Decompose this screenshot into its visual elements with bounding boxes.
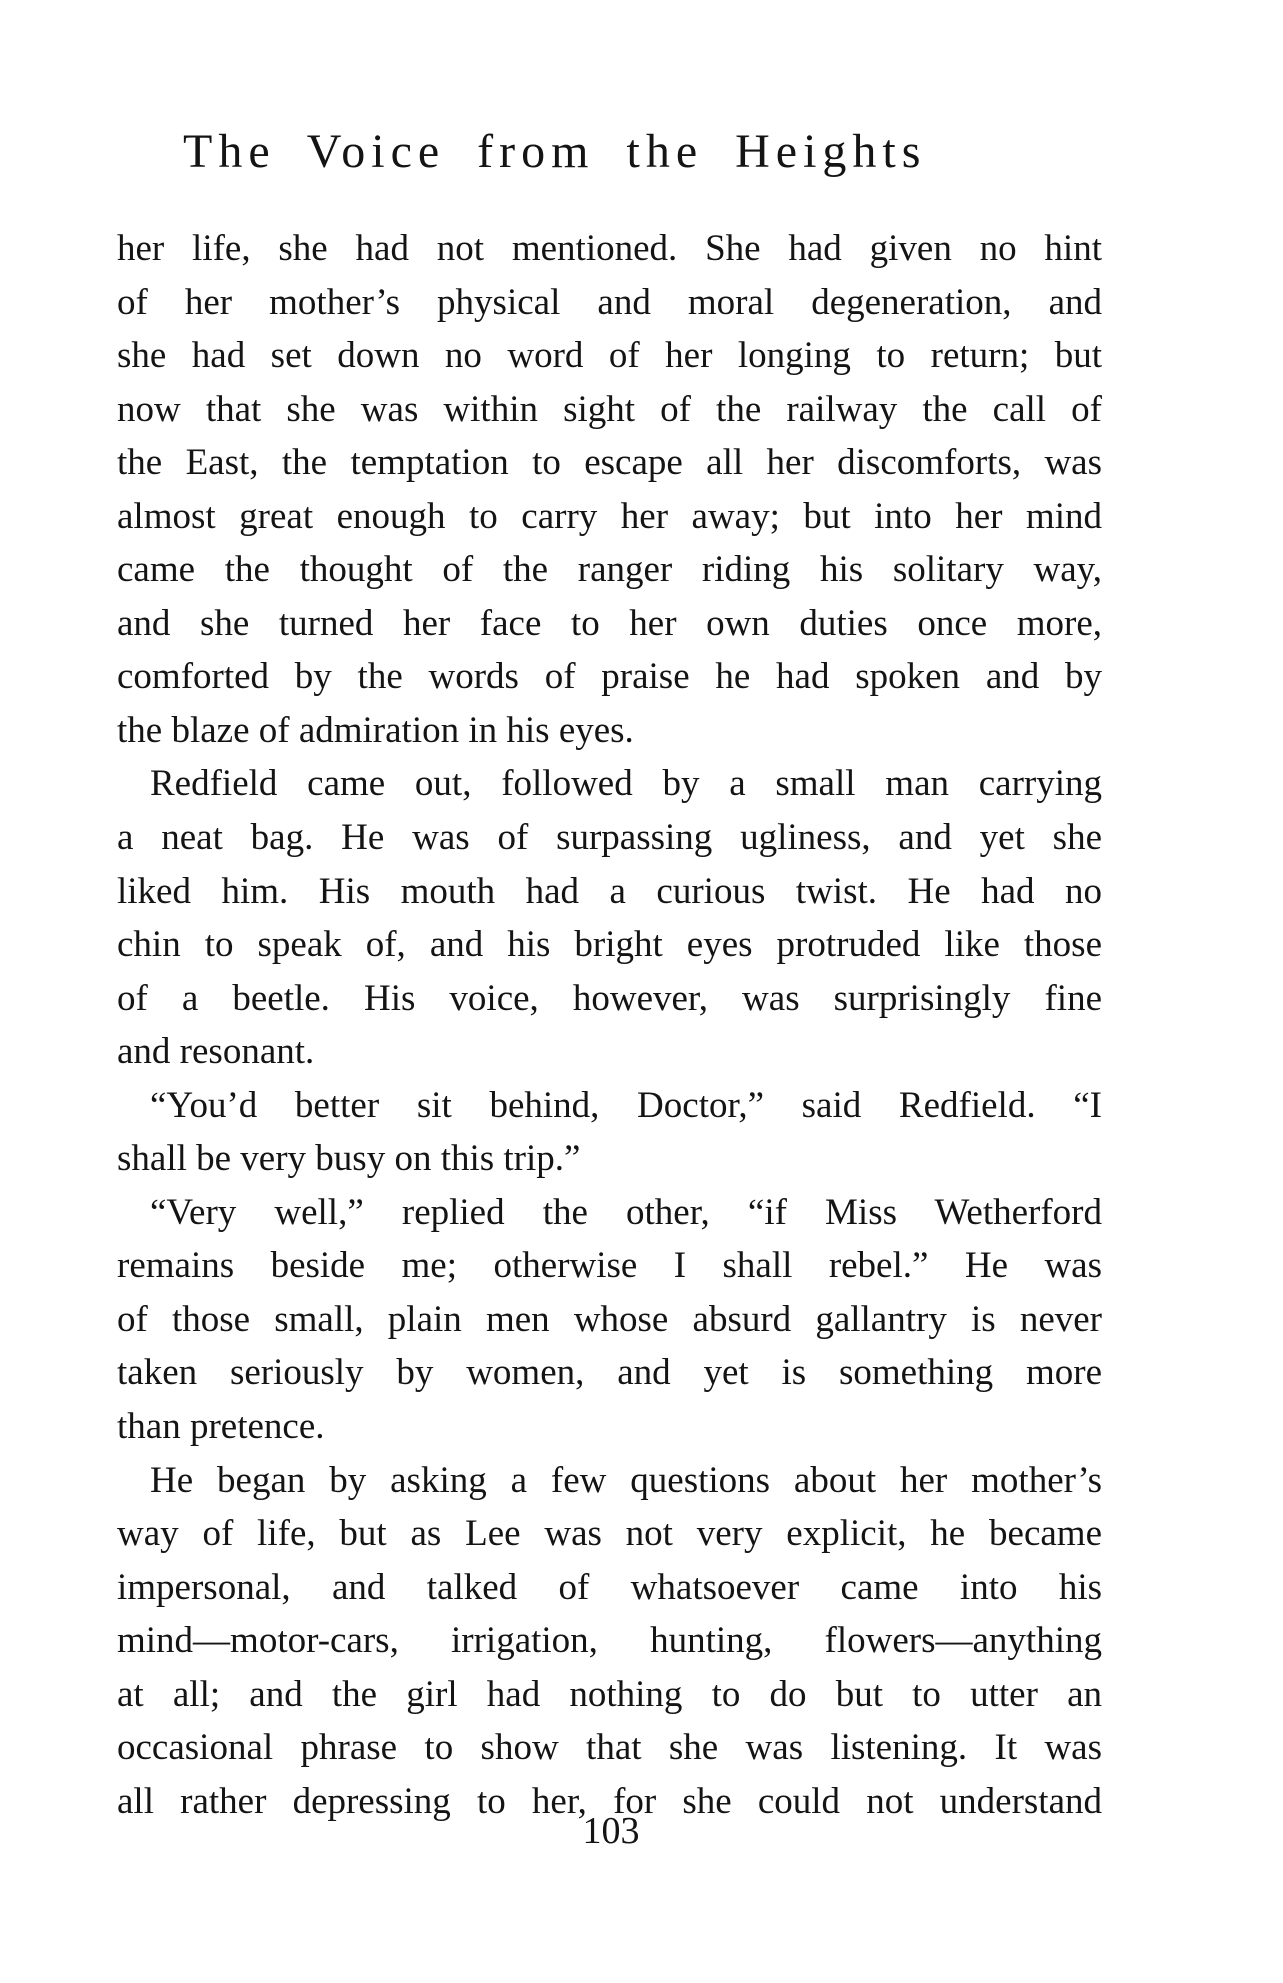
body-text bbox=[117, 222, 1102, 1828]
paragraph-end-line: and resonant. bbox=[117, 1031, 315, 1073]
text-line: mind—motor-cars, irrigation, hunting, flowers—anything bbox=[117, 1620, 1102, 1662]
text-line: she had set down no word of her longing to return; but bbox=[117, 335, 1102, 377]
paragraph-start-line: He began by asking a few questions about her mother’s bbox=[150, 1459, 1102, 1501]
text-line: chin to speak of, and his bright eyes protruded like those bbox=[117, 924, 1102, 966]
text-line: of her mother’s physical and moral degeneration, and bbox=[117, 281, 1102, 323]
text-line: taken seriously by women, and yet is something more bbox=[117, 1352, 1102, 1394]
text-line: at all; and the girl had nothing to do but to utter an bbox=[117, 1673, 1102, 1715]
paragraph-end-line: shall be very busy on this trip.” bbox=[117, 1138, 581, 1180]
text-line: and she turned her face to her own duties once more, bbox=[117, 602, 1102, 644]
text-line: the East, the temptation to escape all her discomforts, was bbox=[117, 442, 1102, 484]
text-line: impersonal, and talked of whatsoever came into his bbox=[117, 1566, 1102, 1608]
text-line: of a beetle. His voice, however, was surprisingly fine bbox=[117, 977, 1102, 1019]
text-line: of those small, plain men whose absurd gallantry is never bbox=[117, 1298, 1102, 1340]
page-number: 103 bbox=[582, 1810, 640, 1852]
text-line: occasional phrase to show that she was listening. It was bbox=[117, 1727, 1102, 1769]
text-line: almost great enough to carry her away; but into her mind bbox=[117, 495, 1102, 537]
text-line: liked him. His mouth had a curious twist. He had no bbox=[117, 870, 1102, 912]
paragraph-start-line: Redfield came out, followed by a small man carrying bbox=[150, 763, 1102, 805]
text-line: her life, she had not mentioned. She had given no hint bbox=[117, 228, 1102, 269]
text-line: a neat bag. He was of surpassing ugliness, and yet she bbox=[117, 817, 1102, 859]
text-line: way of life, but as Lee was not very explicit, he became bbox=[117, 1513, 1102, 1555]
paragraph-end-line: than pretence. bbox=[117, 1406, 325, 1448]
text-line: remains beside me; otherwise I shall rebel.” He was bbox=[117, 1245, 1102, 1287]
text-line: all rather depressing to her, for she could not understand bbox=[117, 1780, 1102, 1822]
paragraph-start-line: “You’d better sit behind, Doctor,” said Redfield. “I bbox=[150, 1084, 1102, 1126]
paragraph-start-line: “Very well,” replied the other, “if Miss Wetherford bbox=[150, 1191, 1102, 1233]
text-line: came the thought of the ranger riding his solitary way, bbox=[117, 549, 1102, 591]
running-head: The Voice from the Heights bbox=[183, 125, 927, 178]
paragraph-end-line: the blaze of admiration in his eyes. bbox=[117, 709, 634, 751]
text-line: comforted by the words of praise he had spoken and by bbox=[117, 656, 1102, 698]
text-line: now that she was within sight of the railway the call of bbox=[117, 388, 1102, 430]
